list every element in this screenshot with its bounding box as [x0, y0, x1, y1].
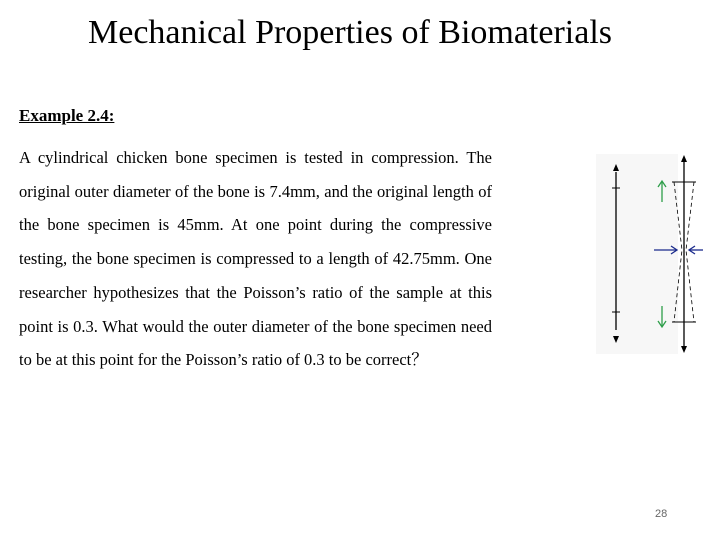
bone-specimen-diagram	[596, 154, 704, 354]
bone-specimen-diagram-icon	[596, 154, 704, 354]
example-heading: Example 2.4:	[19, 106, 115, 125]
page-number: 28	[655, 508, 668, 520]
slide-title: Mechanical Properties of Biomaterials	[88, 14, 612, 51]
problem-statement	[19, 141, 492, 377]
problem-text: A cylindrical chicken bone specimen is tested in compression. The original outer diameter of the bone is 7.4mm, and the original length of the bone specimen is 45mm. At one point during the compressive testing, the bone specimen is compressed to a length of 42.75mm. One researcher hypothesizes that the Poisson’s ratio of the sample at this point is 0.3. What would the outer diameter of the bone specimen need to be at this point for the Poisson’s ratio of 0.3 to be correct？	[19, 148, 492, 370]
